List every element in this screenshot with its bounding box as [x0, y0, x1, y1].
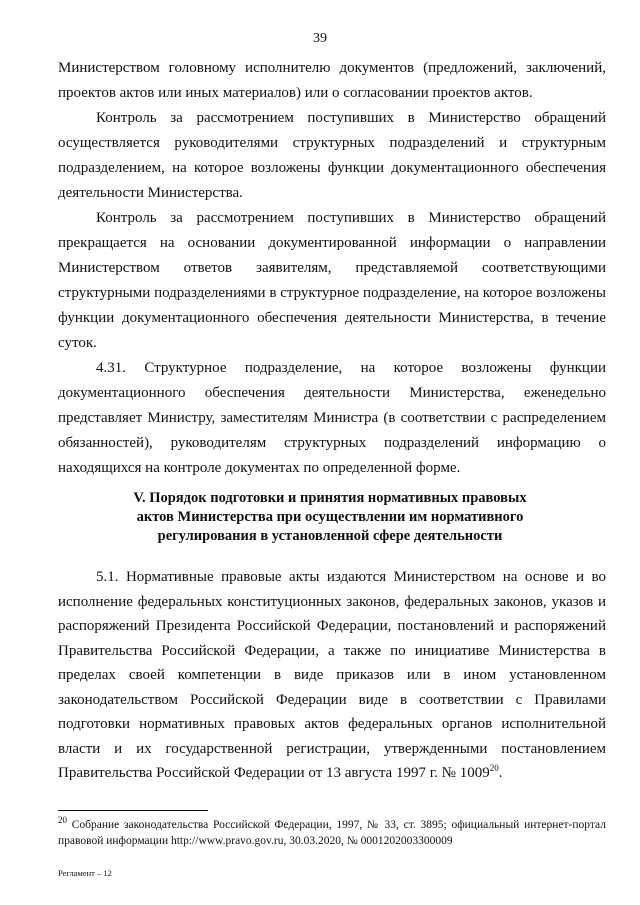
paragraph-control-responsibility: Контроль за рассмотрением поступивших в Министерство обращений осуществляется руководителями структурных подразделений и структурным подразделением, на которое возложены функции документационного обеспечения деятельности Министерства.: [58, 110, 606, 201]
paragraph-continuation: Министерством головному исполнителю документов (предложений, заключений, проектов актов или иных материалов) или о согласовании проектов актов.: [58, 60, 606, 101]
body-text-top: [58, 56, 606, 481]
footnote-reference[interactable]: 20: [489, 763, 499, 773]
section-heading-line: регулирования в установленной сфере деятельности: [157, 528, 503, 544]
page-number: 39: [313, 31, 327, 46]
section-heading-line: актов Министерства при осуществлении им нормативного: [136, 509, 524, 525]
section-heading-line: V. Порядок подготовки и принятия нормативных правовых: [133, 490, 527, 506]
footnote-text: Собрание законодательства Российской Федерации, 1997, № 33, ст. 3895; официальный интернет-портал правовой информации http://www.pravo.gov.ru, 30.03.2020, № 0001202003300009: [58, 819, 606, 847]
paragraph-5-1-text: 5.1. Нормативные правовые акты издаются Министерством на основе и во исполнение федеральных конституционных законов, федеральных законов, указов и распоряжений Президента Российской Федерации, постановлений и распоряжений Правительства Российской Федерации, а также по инициативе Министерства в пределах своей компетенции в виде приказов или в ином установленном законодательством Российской Федерации виде в соответствии с Правилами подготовки нормативных правовых актов федеральных органов исполнительной власти и их государственной регистрации, утвержденными постановлением Правительства Российской Федерации от 13 августа 1997 г. № 1009: [58, 569, 606, 781]
body-text-section-5: [58, 565, 606, 786]
paragraph-5-1: 5.1. Нормативные правовые акты издаются Министерством на основе и во исполнение федеральных конституционных законов, федеральных законов, указов и распоряжений Президента Российской Федерации, постановлений и распоряжений Правительства Российской Федерации, а также по инициативе Министерства в пределах своей компетенции в виде приказов или в ином установленном законодательством Российской Федерации виде в соответствии с Правилами подготовки нормативных правовых актов федеральных органов исполнительной власти и их государственной регистрации, утвержденными постановлением Правительства Российской Федерации от 13 августа 1997 г. № 1009$^{20}$.: [58, 569, 606, 781]
page-footer: Регламент – 12: [58, 868, 112, 878]
footnote-marker: 20: [58, 815, 67, 826]
footnote: [58, 817, 606, 849]
section-heading: [100, 489, 560, 546]
paragraph-control-termination: Контроль за рассмотрением поступивших в Министерство обращений прекращается на основании документированной информации о направлении Министерством ответов заявителям, представляемой соответствующими структурными подразделениями в структурное подразделение, на которое возложены функции документационного обеспечения деятельности Министерства, в течение суток.: [58, 210, 606, 351]
paragraph-4-31: 4.31. Структурное подразделение, на которое возложены функции документационного обеспечения деятельности Министерства, еженедельно представляет Министру, заместителям Министра (в соответствии с распределением обязанностей), руководителям структурных подразделений информацию о находящихся на контроле документах по определенной форме.: [58, 360, 606, 476]
footnote-divider: [58, 810, 208, 811]
